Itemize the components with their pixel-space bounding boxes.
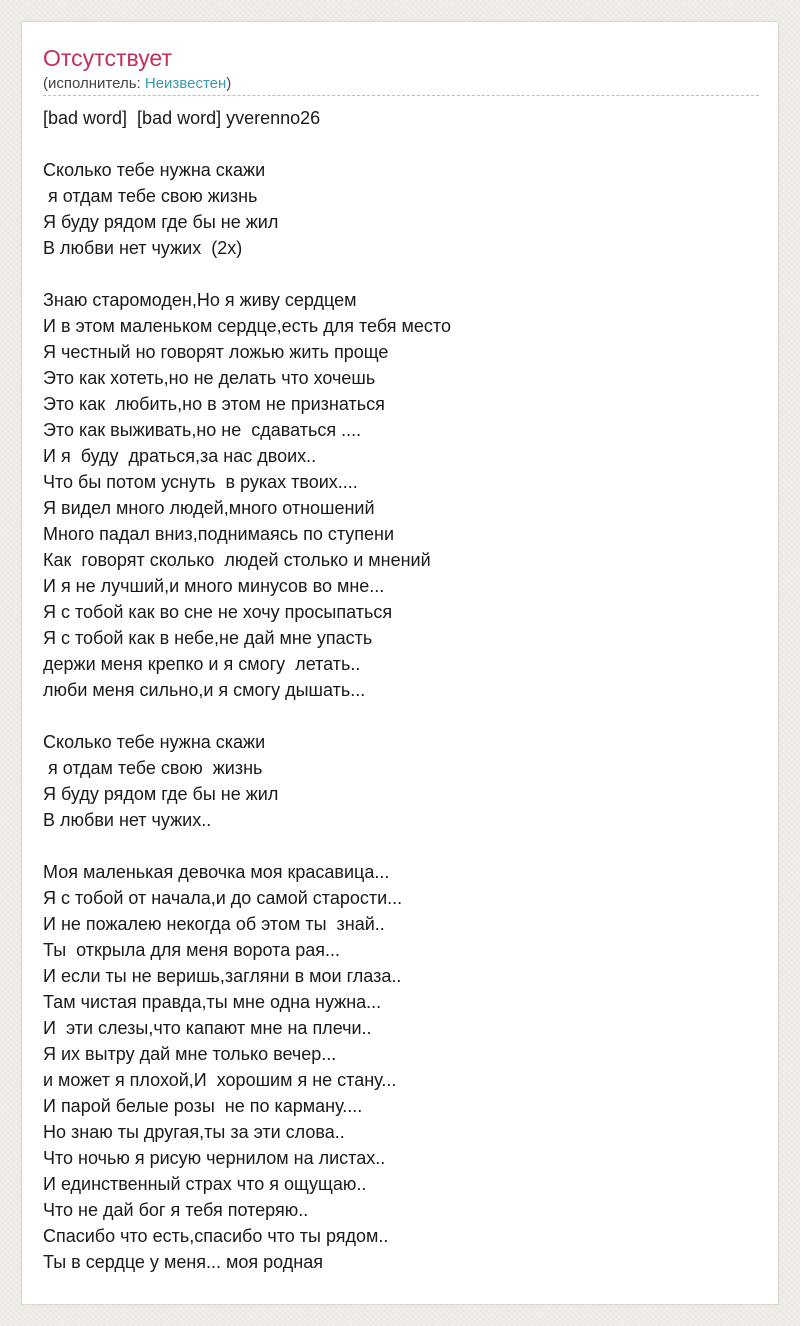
lyric-line: я отдам тебе свою жизнь: [43, 186, 258, 206]
lyric-line: Я буду рядом где бы не жил: [43, 784, 279, 804]
lyric-line: я отдам тебе свою жизнь: [43, 758, 263, 778]
artist-line: [43, 75, 231, 93]
lyric-line: [43, 703, 759, 729]
lyric-line: и может я плохой,И хорошим я не стану...: [43, 1070, 397, 1090]
lyric-line: Что не дай бог я тебя потеряю..: [43, 1200, 309, 1220]
lyric-line: [43, 261, 759, 287]
lyric-line: И не пожалею некогда об этом ты знай..: [43, 914, 385, 934]
lyric-line: И я буду драться,за нас двоих..: [43, 446, 317, 466]
lyric-line: Я с тобой как в небе,не дай мне упасть: [43, 628, 373, 648]
lyric-line: Я честный но говорят ложью жить проще: [43, 342, 389, 362]
lyric-line: люби меня сильно,и я смогу дышать...: [43, 680, 366, 700]
lyrics-text: [43, 105, 759, 1275]
song-header: [43, 44, 759, 96]
lyric-line: Это как любить,но в этом не признаться: [43, 394, 385, 414]
lyric-line: Сколько тебе нужна скажи: [43, 160, 266, 180]
lyric-line: Это как хотеть,но не делать что хочешь: [43, 368, 376, 388]
lyric-line: И парой белые розы не по карману....: [43, 1096, 363, 1116]
lyric-line: Сколько тебе нужна скажи: [43, 732, 266, 752]
lyric-line: Я с тобой как во сне не хочу просыпаться: [43, 602, 393, 622]
lyric-line: Что бы потом уснуть в руках твоих....: [43, 472, 358, 492]
lyric-line: Моя маленькая девочка моя красавица...: [43, 862, 390, 882]
lyric-line: Много падал вниз,поднимаясь по ступени: [43, 524, 395, 544]
lyric-line: Но знаю ты другая,ты за эти слова..: [43, 1122, 345, 1142]
lyric-line: И если ты не веришь,загляни в мои глаза..: [43, 966, 402, 986]
lyric-line: И единственный страх что я ощущаю..: [43, 1174, 367, 1194]
lyric-line: Я буду рядом где бы не жил: [43, 212, 279, 232]
song-title: Отсутствует: [43, 45, 172, 71]
lyric-line: Это как выживать,но не сдаваться ....: [43, 420, 362, 440]
artist-suffix: ): [226, 75, 232, 92]
lyric-line: Спасибо что есть,спасибо что ты рядом..: [43, 1226, 389, 1246]
lyric-line: Ты открыла для меня ворота рая...: [43, 940, 340, 960]
lyric-line: Я видел много людей,много отношений: [43, 498, 375, 518]
lyric-line: Как говорят сколько людей столько и мнений: [43, 550, 431, 570]
lyric-line: Что ночью я рисую чернилом на листах..: [43, 1148, 386, 1168]
lyric-line: [43, 833, 759, 859]
lyric-line: Я их вытру дай мне только вечер...: [43, 1044, 337, 1064]
lyric-line: И я не лучший,и много минусов во мне...: [43, 576, 385, 596]
lyric-line: В любви нет чужих (2x): [43, 238, 243, 258]
lyric-line: Знаю старомоден,Но я живу сердцем: [43, 290, 357, 310]
lyric-line: [43, 131, 759, 157]
lyrics-card: [21, 21, 779, 1305]
lyric-line: держи меня крепко и я смогу летать..: [43, 654, 361, 674]
artist-link[interactable]: Неизвестен: [144, 75, 227, 92]
lyric-line: Ты в сердце у меня... моя родная: [43, 1252, 323, 1272]
lyric-line: [bad word] [bad word] yverenno26: [43, 108, 321, 128]
artist-prefix: (исполнитель:: [43, 75, 145, 92]
lyric-line: Там чистая правда,ты мне одна нужна...: [43, 992, 382, 1012]
lyric-line: Я с тобой от начала,и до самой старости...: [43, 888, 403, 908]
lyric-line: И эти слезы,что капают мне на плечи..: [43, 1018, 372, 1038]
lyric-line: В любви нет чужих..: [43, 810, 212, 830]
lyric-line: И в этом маленьком сердце,есть для тебя место: [43, 316, 451, 336]
